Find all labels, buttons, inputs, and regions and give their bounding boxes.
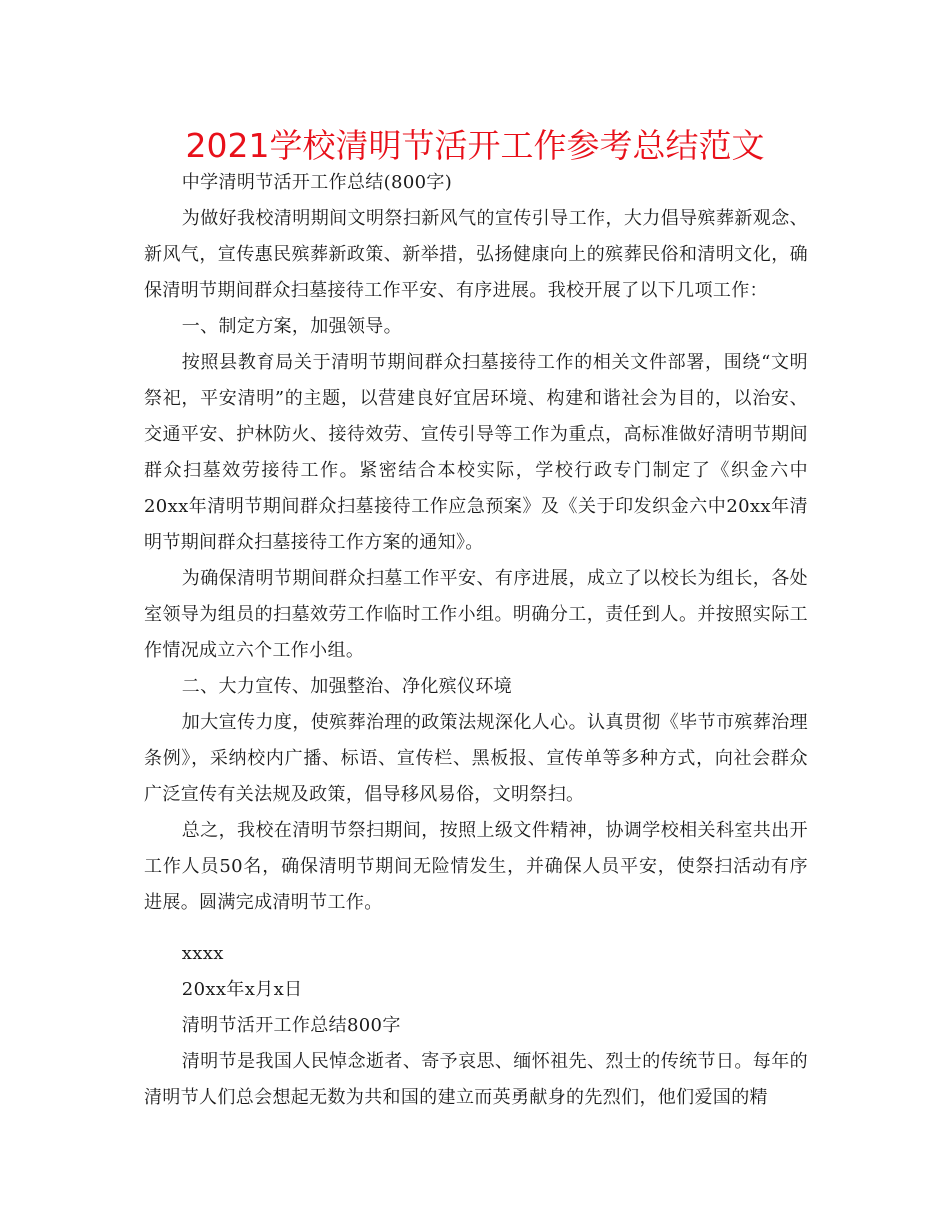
subtitle-paragraph: 清明节活开工作总结800字 (181, 1015, 401, 1036)
body-paragraph: 加大宣传力度，使殡葬治理的政策法规深化人心。认真贯彻《毕节市殡葬治理条例》，采纳校内广播、标语、宣传栏、黑板报、宣传单等多种方式，向社会群众广泛宣传有关法规及政策，倡导移风易俗，文明祭扫。 (144, 712, 808, 805)
document-body (144, 165, 808, 1116)
date-line: 20xx年x月x日 (181, 979, 303, 1000)
signature-line: xxxx (181, 943, 224, 964)
body-paragraph: 总之，我校在清明节祭扫期间，按照上级文件精神，协调学校相关科室共出开工作人员50名，确保清明节期间无险情发生，并确保人员平安，使祭扫活动有序进展。圆满完成清明节工作。 (144, 820, 808, 913)
subtitle-paragraph: 中学清明节活开工作总结(800字) (181, 172, 453, 193)
body-paragraph: 为确保清明节期间群众扫墓工作平安、有序进展，成立了以校长为组长，各处室领导为组员的扫墓效劳工作临时工作小组。明确分工，责任到人。并按照实际工作情况成立六个工作小组。 (144, 568, 808, 661)
document-title: 2021学校清明节活开工作参考总结范文 (185, 126, 765, 165)
spacer (144, 921, 808, 936)
body-paragraph: 为做好我校清明期间文明祭扫新风气的宣传引导工作，大力倡导殡葬新观念、新风气，宣传惠民殡葬新政策、新举措，弘扬健康向上的殡葬民俗和清明文化，确保清明节期间群众扫墓接待工作平安、有序进展。我校开展了以下几项工作： (144, 208, 808, 301)
body-paragraph: 清明节是我国人民悼念逝者、寄予哀思、缅怀祖先、烈士的传统节日。每年的清明节人们总会想起无数为共和国的建立而英勇献身的先烈们，他们爱国的精 (144, 1051, 808, 1108)
section-heading: 二、大力宣传、加强整治、净化殡仪环境 (181, 676, 513, 697)
section-heading: 一、制定方案，加强领导。 (181, 316, 402, 337)
body-paragraph: 按照县教育局关于清明节期间群众扫墓接待工作的相关文件部署，围绕“文明祭祀，平安清明”的主题，以营建良好宜居环境、构建和谐社会为目的，以治安、交通平安、护林防火、接待效劳、宣传引导等工作为重点，高标准做好清明节期间群众扫墓效劳接待工作。紧密结合本校实际，学校行政专门制定了《织金六中20xx年清明节期间群众扫墓接待工作应急预案》及《关于印发织金六中20xx年清明节期间群众扫墓接待工作方案的通知》。 (144, 352, 808, 553)
